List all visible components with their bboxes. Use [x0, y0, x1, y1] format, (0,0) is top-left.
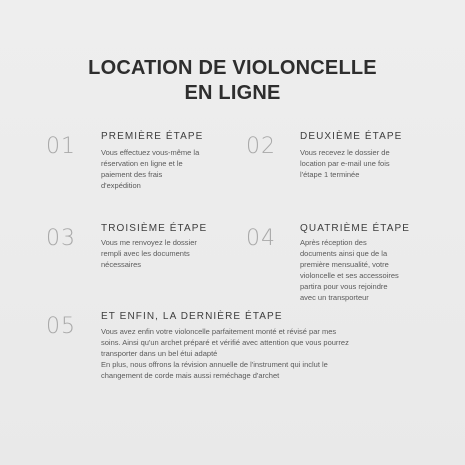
step-2-title: DEUXIÈME ÉTAPE: [300, 131, 403, 142]
step-1: [46, 131, 236, 201]
step-5-title: ET ENFIN, LA DERNIÈRE ÉTAPE: [101, 311, 283, 322]
step-3-description: Vous me renvoyez le dossier rempli avec les documents nécessaires: [101, 238, 197, 269]
step-3-title: TROISIÈME ÉTAPE: [101, 223, 208, 234]
step-1-description: Vous effectuez vous-même la réservation en ligne et le paiement des frais d'expédition: [101, 148, 200, 190]
step-2: [246, 131, 446, 191]
step-1-number: 01: [46, 134, 76, 159]
step-5-description: Vous avez enfin votre violoncelle parfaitement monté et révisé par mes soins. Ainsi qu'un archet préparé et vérifié avec attention que vous pourrez transporter dans un bel étui adapté En plus, nous offrons la révision annuelle de l'instrument qui inclut le changement de corde mais aussi reméchage d'archet: [101, 327, 349, 380]
step-4-title: QUATRIÈME ÉTAPE: [300, 223, 411, 234]
step-5-number: 05: [46, 314, 76, 339]
page-title: [0, 56, 465, 106]
step-2-number: 02: [246, 134, 276, 159]
step-3: [46, 223, 236, 283]
step-5: [46, 311, 426, 381]
step-1-title: PREMIÈRE ÉTAPE: [101, 131, 204, 142]
page-title-line-1: LOCATION DE VIOLONCELLE: [88, 57, 377, 79]
step-4-description: Après réception des documents ainsi que de la première mensualité, votre violoncelle et ses accessoires partira pour vous rejoindre avec un transporteur: [300, 238, 399, 302]
step-2-description: Vous recevez le dossier de location par e-mail une fois l'étape 1 terminée: [300, 148, 390, 179]
page-title-line-2: EN LIGNE: [184, 82, 281, 104]
step-4: [246, 223, 446, 303]
step-3-number: 03: [46, 226, 76, 251]
step-4-number: 04: [246, 226, 276, 251]
